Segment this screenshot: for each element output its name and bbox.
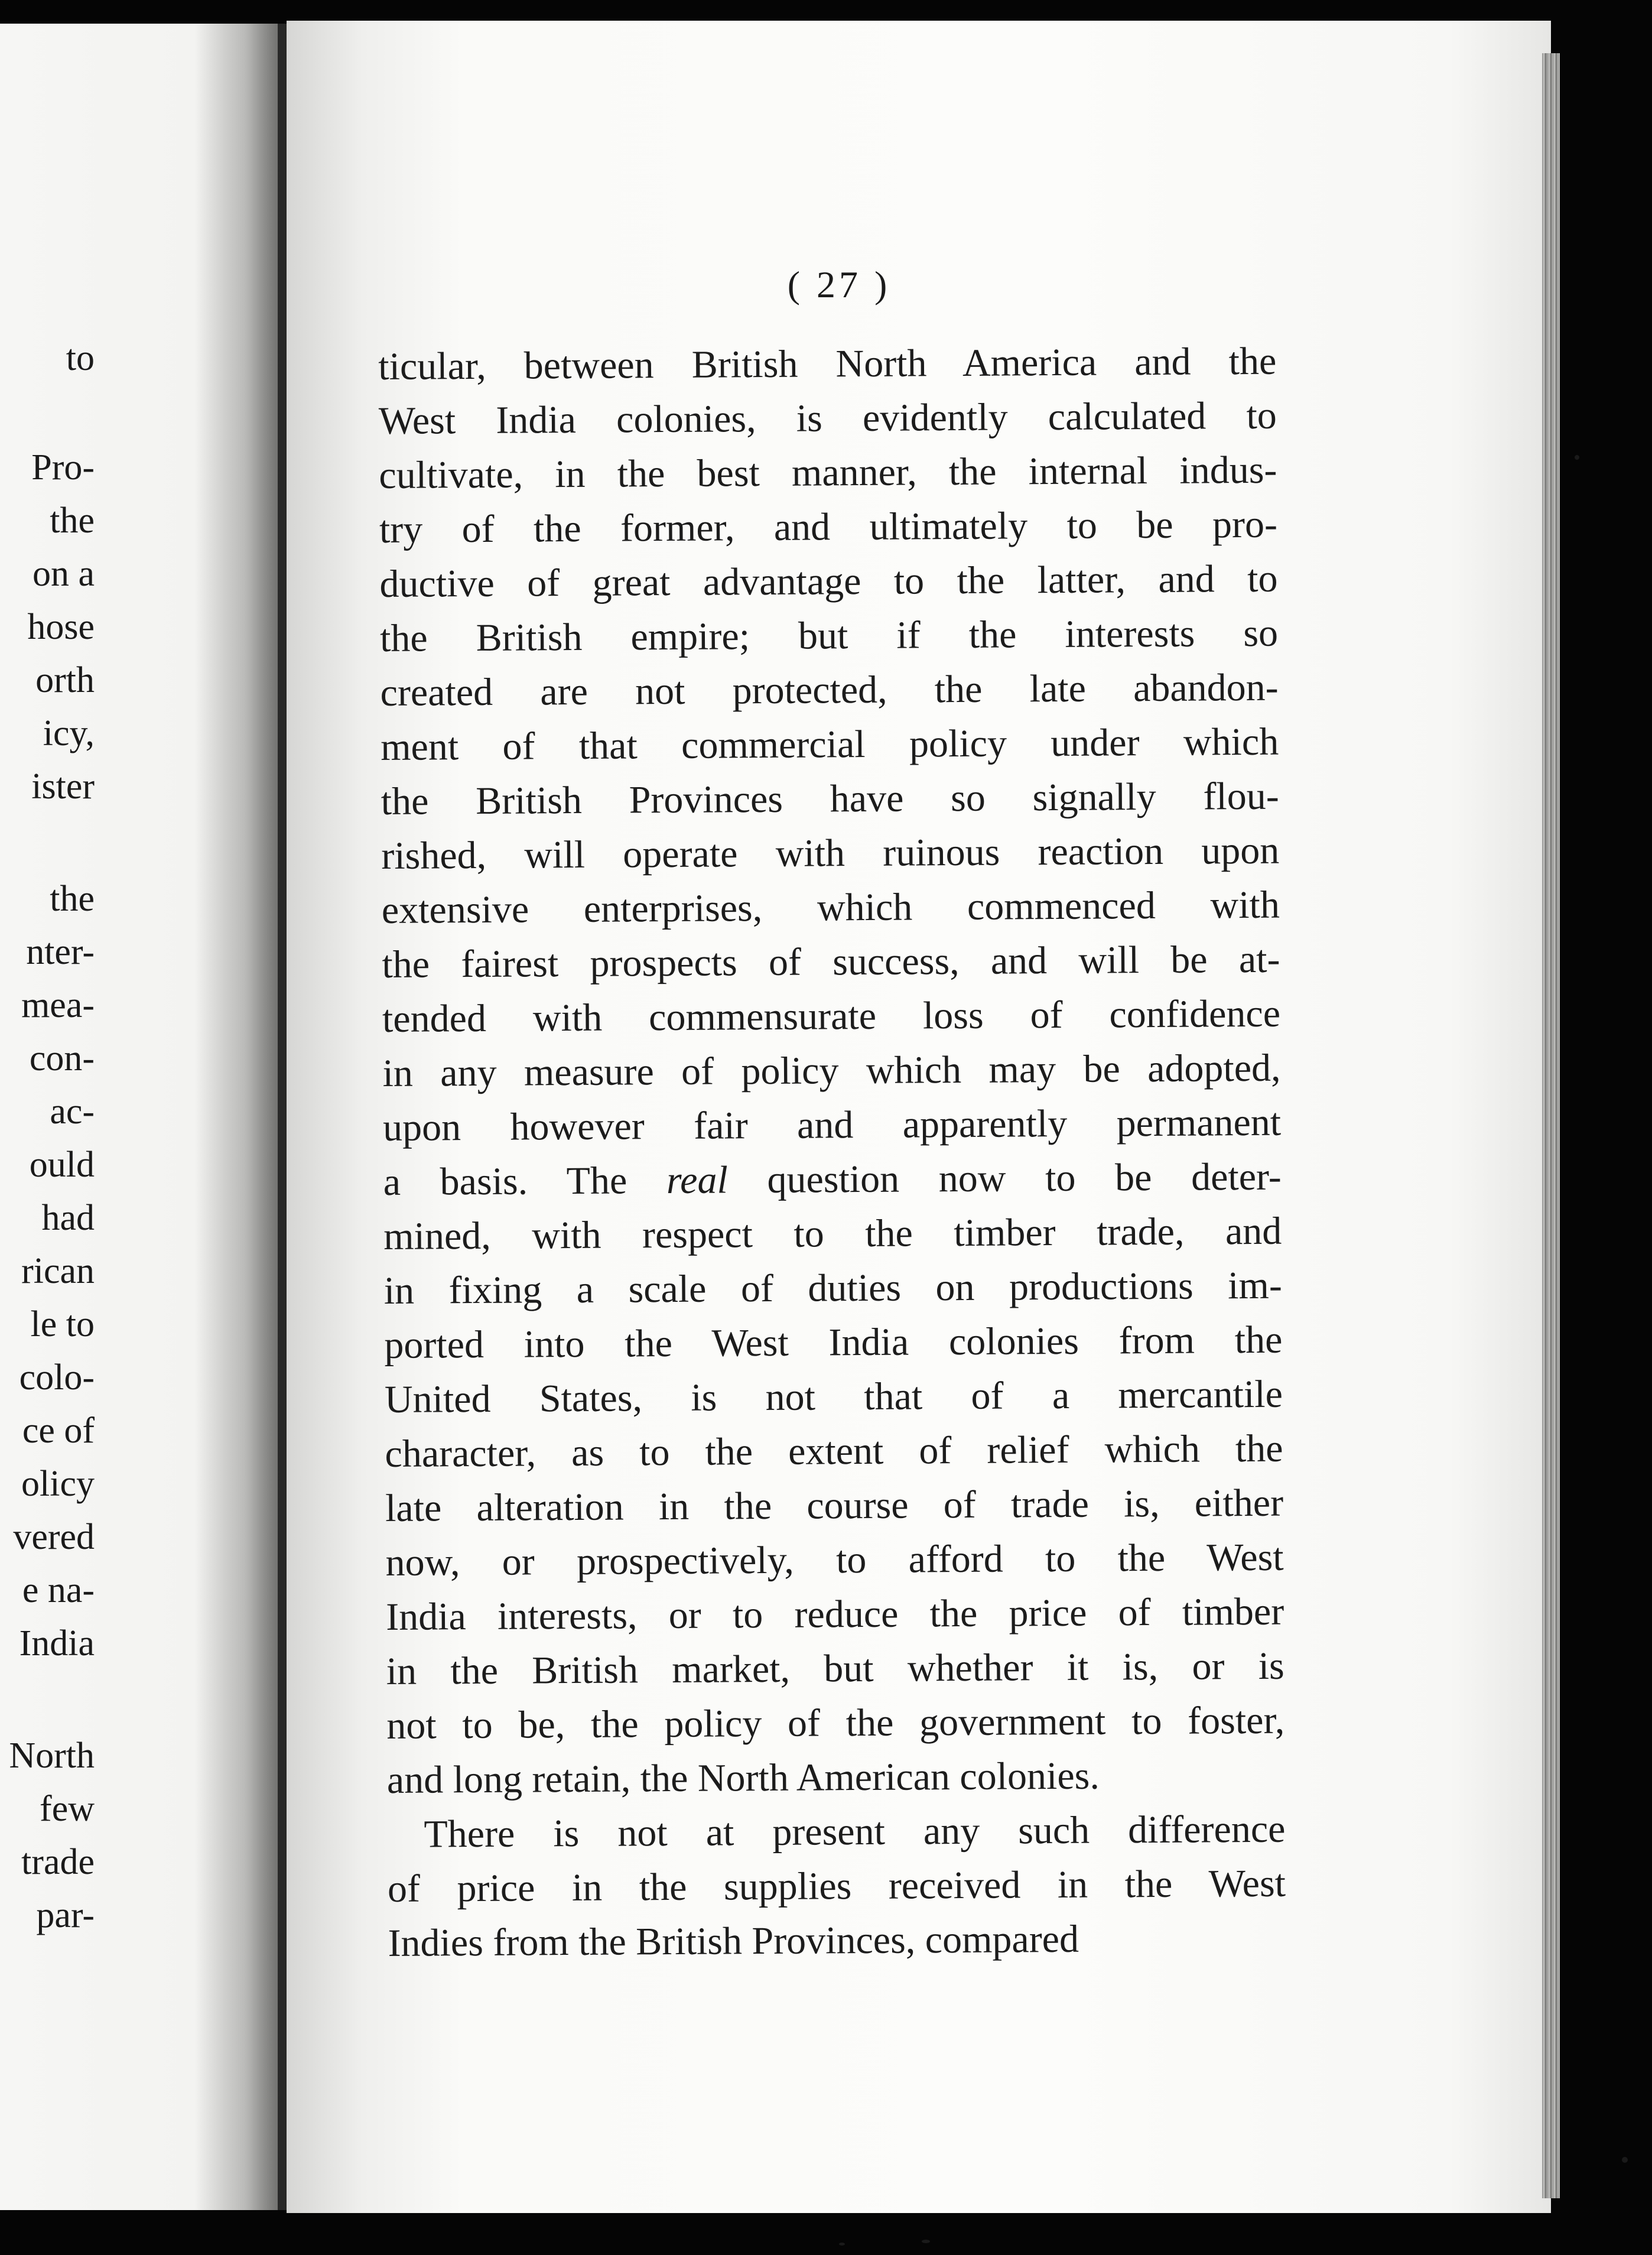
text-line: mined, with respect to the timber trade, and [383, 1209, 1282, 1258]
text-line: in the British market, but whether it is, or is [386, 1644, 1284, 1693]
text-line: ment of that commercial policy under which [380, 720, 1279, 769]
page-number: ( 27 ) [787, 264, 891, 306]
text-line: ported into the West India colonies from the [384, 1318, 1283, 1367]
text-line [383, 1150, 1282, 1210]
text-line: not to be, the policy of the government to foster, [386, 1698, 1285, 1747]
text-line: ductive of great advantage to the latter, and to [379, 557, 1278, 606]
left-page-fragment: rican [21, 1251, 95, 1291]
left-page-fragment: ac- [50, 1091, 95, 1132]
left-page-fragment: had [41, 1198, 95, 1238]
left-page-fragment: hose [27, 607, 95, 647]
left-page-fragment: the [50, 879, 95, 919]
text-line: Indies from the British Provinces, compared [388, 1917, 1079, 1965]
left-page-fragment: par- [36, 1895, 95, 1935]
text-line: India interests, or to reduce the price of timber [385, 1590, 1284, 1639]
left-page-fragment: e na- [22, 1570, 95, 1610]
left-page-fragment: colo- [19, 1357, 95, 1398]
text-line: extensive enterprises, which commenced with [381, 883, 1280, 932]
scan-speck [1575, 455, 1579, 460]
left-page-fragment: North [9, 1736, 95, 1776]
page-edges [1542, 53, 1560, 2198]
text-line: late alteration in the course of trade is, either [385, 1481, 1284, 1530]
text-line: West India colonies, is evidently calculated to [378, 394, 1277, 443]
text-line: United States, is not that of a mercantile [384, 1372, 1283, 1421]
text-line: the British empire; but if the interests so [379, 611, 1279, 660]
left-page-fragment: orth [35, 660, 95, 700]
text-line: the fairest prospects of success, and will be at- [382, 937, 1280, 986]
text-line: There is not at present any such difference [424, 1807, 1286, 1856]
left-page-fragment: on a [32, 554, 95, 594]
text-line: try of the former, and ultimately to be pro- [379, 502, 1278, 551]
text-line: cultivate, in the best manner, the internal indus- [379, 448, 1277, 497]
left-page-fragment: ister [31, 766, 95, 807]
text-line: tended with commensurate loss of confidence [382, 992, 1281, 1041]
left-page-fragment: con- [29, 1038, 95, 1078]
left-page-fragment: ould [29, 1145, 95, 1185]
left-page-fragment: nter- [26, 932, 95, 972]
text-line: in any measure of policy which may be adopted, [382, 1046, 1281, 1095]
body-text [378, 334, 1286, 1971]
text-line: the British Provinces have so signally flou- [381, 774, 1279, 823]
text-span: a basis. The [383, 1159, 667, 1204]
text-line: now, or prospectively, to afford to the West [385, 1535, 1284, 1584]
left-page-fragment: India [19, 1623, 95, 1663]
book-gutter [195, 24, 295, 2210]
left-page-fragment: olicy [21, 1464, 95, 1504]
text-line: character, as to the extent of relief which the [385, 1427, 1283, 1476]
text-line: ticular, between British North America and the [378, 339, 1277, 388]
text-line: in fixing a scale of duties on productions im- [383, 1263, 1283, 1312]
left-page-fragment: to [66, 338, 95, 378]
left-page-fragment: Pro- [31, 447, 95, 488]
left-page-fragment: mea- [21, 985, 95, 1025]
text-line: upon however fair and apparently permanent [382, 1100, 1282, 1149]
left-page-fragment: the [50, 501, 95, 541]
left-page-fragment: vered [13, 1517, 95, 1557]
left-page-fragment: le to [30, 1304, 95, 1344]
left-page-fragment: ce of [22, 1411, 95, 1451]
italic-word: real [666, 1158, 729, 1203]
scan-speck [839, 2243, 845, 2246]
left-page-fragment: few [40, 1789, 95, 1829]
text-line: created are not protected, the late abandon- [380, 665, 1279, 714]
scan-speck [922, 2240, 930, 2243]
text-line: rished, will operate with ruinous reaction upon [381, 828, 1280, 878]
text-span: question now to be deter- [727, 1155, 1282, 1202]
text-line: of price in the supplies received in the West [387, 1861, 1286, 1910]
text-line: and long retain, the North American colonies. [386, 1754, 1100, 1802]
left-page-fragment: icy, [43, 713, 95, 753]
left-page-fragment: trade [21, 1842, 95, 1882]
scan-speck [1622, 2157, 1628, 2163]
